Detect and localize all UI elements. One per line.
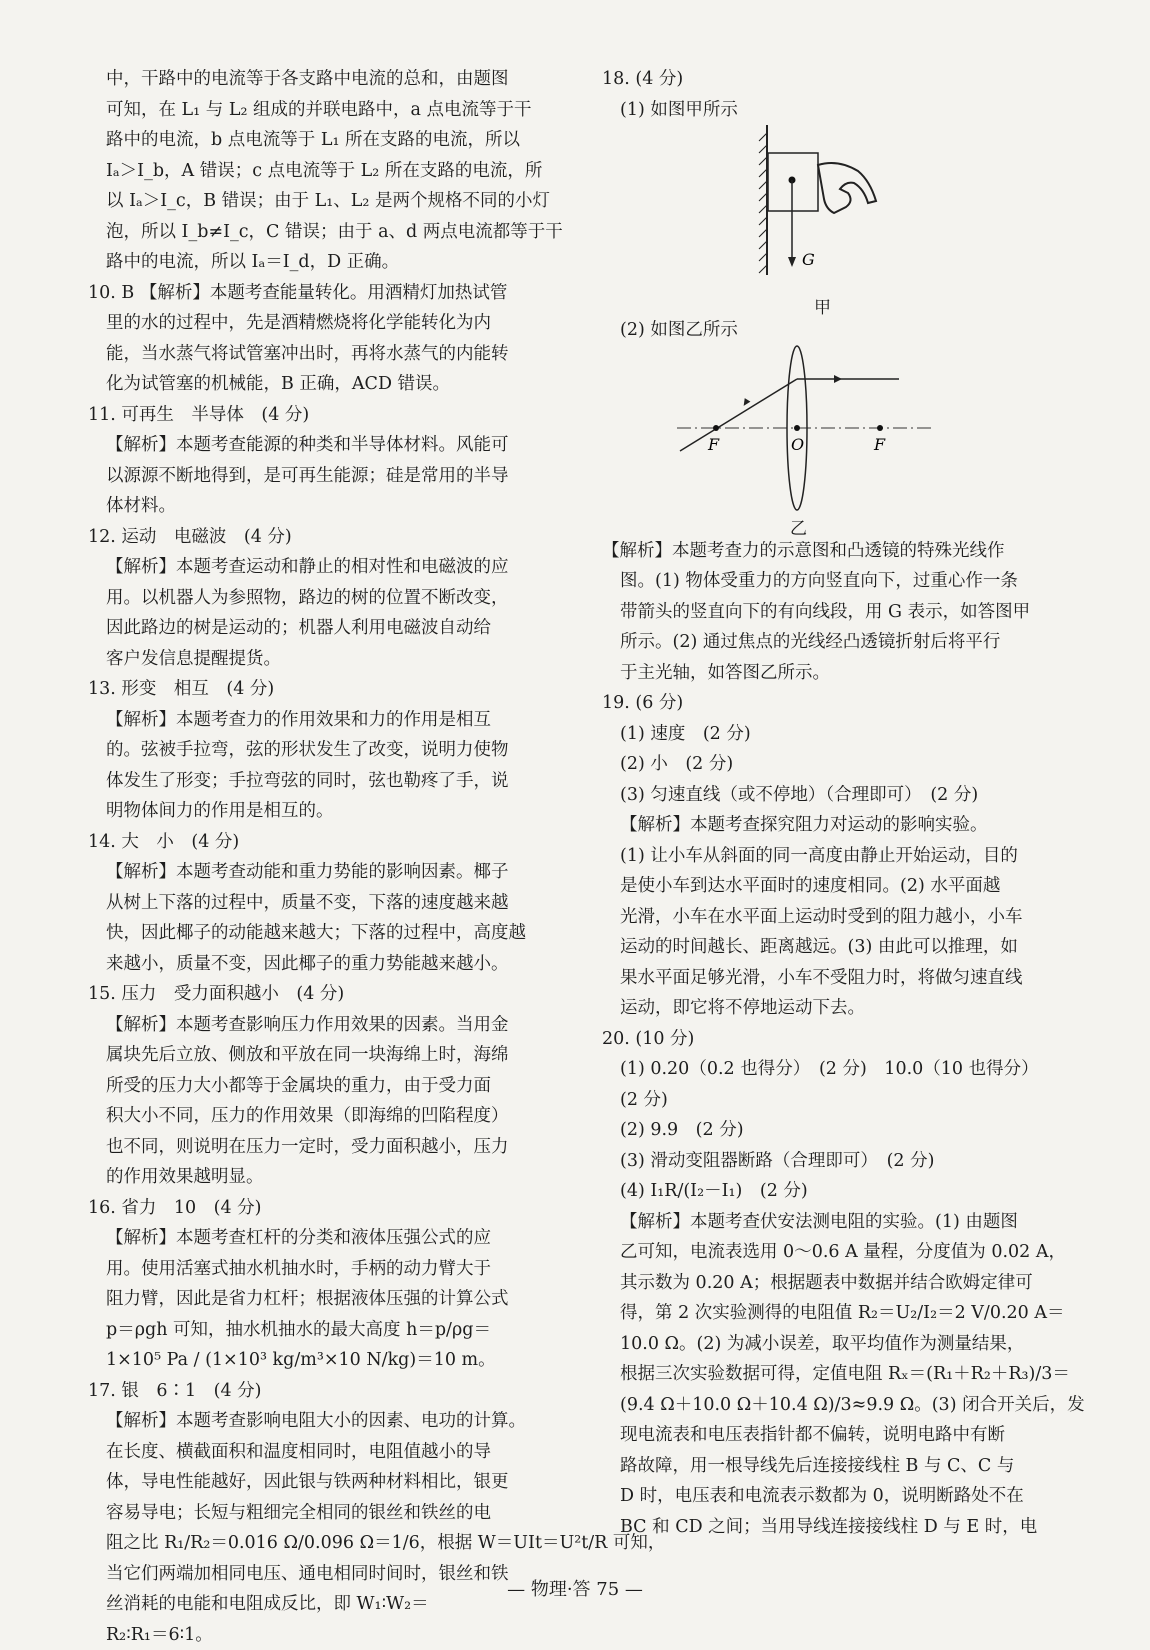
text-line: 果水平面足够光滑，小车不受阻力时，将做匀速直线 [602, 963, 1072, 994]
text-line: R₂∶R₁＝6∶1。 [88, 1620, 570, 1650]
text-line: 运动，即它将不停地运动下去。 [602, 993, 1072, 1024]
convex-lens-diagram [602, 346, 1072, 536]
text-line: 路中的电流，所以 Iₐ＝I_d，D 正确。 [88, 247, 570, 278]
text-line: 客户发信息提醒提货。 [88, 644, 570, 675]
text-line: 16. 省力 10 (4 分) [88, 1193, 570, 1224]
text-line: 在长度、横截面积和温度相同时，电阻值越小的导 [88, 1437, 570, 1468]
text-line: 体材料。 [88, 491, 570, 522]
text-line: 用。使用活塞式抽水机抽水时，手柄的动力臂大于 [88, 1254, 570, 1285]
optical-center-label: O [791, 435, 804, 454]
gravity-diagram [602, 125, 1072, 315]
text-line: 11. 可再生 半导体 (4 分) [88, 400, 570, 431]
text-line: 现电流表和电压表指针都不偏转，说明电路中有断 [602, 1420, 1072, 1451]
figure-caption-yi: 乙 [790, 514, 807, 545]
text-line: 可知，在 L₁ 与 L₂ 组成的并联电路中，a 点电流等于干 [88, 95, 570, 126]
focus-left-label: F [707, 435, 720, 454]
text-line: 所受的压力大小都等于金属块的重力，由于受力面 [88, 1071, 570, 1102]
text-line: 得，第 2 次实验测得的电阻值 R₂＝U₂/I₂＝2 V/0.20 A＝ [602, 1298, 1072, 1329]
text-line: (1) 让小车从斜面的同一高度由静止开始运动，目的 [602, 841, 1072, 872]
figure-yi [602, 346, 1072, 536]
text-line: 的。弦被手拉弯，弦的形状发生了改变，说明力使物 [88, 735, 570, 766]
text-line: 【解析】本题考查力的示意图和凸透镜的特殊光线作 [602, 536, 1072, 567]
text-line: 【解析】本题考查影响电阻大小的因素、电功的计算。 [88, 1406, 570, 1437]
text-line: 体发生了形变；手拉弯弦的同时，弦也勒疼了手，说 [88, 766, 570, 797]
left-column [88, 64, 570, 1650]
text-line: 19. (6 分) [602, 688, 1072, 719]
text-line: (1) 如图甲所示 [602, 95, 1072, 126]
text-line: 10.0 Ω。(2) 为减小误差，取平均值作为测量结果， [602, 1329, 1072, 1360]
text-line: 【解析】本题考查伏安法测电阻的实验。(1) 由题图 [602, 1207, 1072, 1238]
text-line: 化为试管塞的机械能，B 正确，ACD 错误。 [88, 369, 570, 400]
text-line: 【解析】本题考查运动和静止的相对性和电磁波的应 [88, 552, 570, 583]
text-line: 于主光轴，如答图乙所示。 [602, 658, 1072, 689]
text-line: (4) I₁R/(I₂－I₁) (2 分) [602, 1176, 1072, 1207]
text-line: 18. (4 分) [602, 64, 1072, 95]
text-line: 快，因此椰子的动能越来越大；下落的过程中，高度越 [88, 918, 570, 949]
text-line: 14. 大 小 (4 分) [88, 827, 570, 858]
text-line: 因此路边的树是运动的；机器人利用电磁波自动给 [88, 613, 570, 644]
text-line: 光滑，小车在水平面上运动时受到的阻力越小，小车 [602, 902, 1072, 933]
text-line: 【解析】本题考查杠杆的分类和液体压强公式的应 [88, 1223, 570, 1254]
text-line: 【解析】本题考查动能和重力势能的影响因素。椰子 [88, 857, 570, 888]
text-line: (1) 0.20（0.2 也得分） (2 分) 10.0（10 也得分） [602, 1054, 1072, 1085]
answer-18-header [602, 64, 1072, 125]
text-line: 路中的电流，b 点电流等于 L₁ 所在支路的电流，所以 [88, 125, 570, 156]
focus-right-label: F [873, 435, 886, 454]
text-line: (2 分) [602, 1085, 1072, 1116]
text-line: 以 Iₐ＞I_c，B 错误；由于 L₁、L₂ 是两个规格不同的小灯 [88, 186, 570, 217]
text-line: 【解析】本题考查能源的种类和半导体材料。风能可 [88, 430, 570, 461]
text-line: 根据三次实验数据可得，定值电阻 Rₓ＝(R₁＋R₂＋R₃)/3＝ [602, 1359, 1072, 1390]
text-line: 15. 压力 受力面积越小 (4 分) [88, 979, 570, 1010]
text-line: Iₐ＞I_b，A 错误；c 点电流等于 L₂ 所在支路的电流，所 [88, 156, 570, 187]
text-line: 17. 银 6∶1 (4 分) [88, 1376, 570, 1407]
text-line: 泡，所以 I_b≠I_c，C 错误；由于 a、d 两点电流都等于干 [88, 217, 570, 248]
text-line: 以源源不断地得到，是可再生能源；硅是常用的半导 [88, 461, 570, 492]
text-line: (2) 9.9 (2 分) [602, 1115, 1072, 1146]
answer-18-part2 [602, 315, 1072, 346]
text-line: 积大小不同，压力的作用效果（即海绵的凹陷程度） [88, 1101, 570, 1132]
text-line: 丝消耗的电能和电阻成反比，即 W₁∶W₂＝ [88, 1589, 570, 1620]
right-column [602, 64, 1072, 1542]
text-line: 运动的时间越长、距离越远。(3) 由此可以推理，如 [602, 932, 1072, 963]
text-line: 明物体间力的作用是相互的。 [88, 796, 570, 827]
text-line: 所示。(2) 通过焦点的光线经凸透镜折射后将平行 [602, 627, 1072, 658]
text-line: 【解析】本题考查力的作用效果和力的作用是相互 [88, 705, 570, 736]
text-line: (3) 匀速直线（或不停地）（合理即可） (2 分) [602, 780, 1072, 811]
text-line: 中，干路中的电流等于各支路中电流的总和，由题图 [88, 64, 570, 95]
text-line: BC 和 CD 之间；当用导线连接接线柱 D 与 E 时，电 [602, 1512, 1072, 1543]
text-line: 是使小车到达水平面时的速度相同。(2) 水平面越 [602, 871, 1072, 902]
text-line: 路故障，用一根导线先后连接接线柱 B 与 C、C 与 [602, 1451, 1072, 1482]
text-line: 13. 形变 相互 (4 分) [88, 674, 570, 705]
page-footer: — 物理·答 75 — [0, 1575, 1150, 1601]
text-line: 里的水的过程中，先是酒精燃烧将化学能转化为内 [88, 308, 570, 339]
text-line: 12. 运动 电磁波 (4 分) [88, 522, 570, 553]
answers-18-20 [602, 536, 1072, 1543]
text-line: 图。(1) 物体受重力的方向竖直向下，过重心作一条 [602, 566, 1072, 597]
text-line: 从树上下落的过程中，质量不变，下落的速度越来越 [88, 888, 570, 919]
text-line: 阻之比 R₁/R₂＝0.016 Ω/0.096 Ω＝1/6，根据 W＝UIt＝U²t/R 可知， [88, 1528, 570, 1559]
text-line: 带箭头的竖直向下的有向线段，用 G 表示，如答图甲 [602, 597, 1072, 628]
text-line: 体，导电性能越好，因此银与铁两种材料相比，银更 [88, 1467, 570, 1498]
text-line: 的作用效果越明显。 [88, 1162, 570, 1193]
text-line: 也不同，则说明在压力一定时，受力面积越小，压力 [88, 1132, 570, 1163]
text-line: (3) 滑动变阻器断路（合理即可） (2 分) [602, 1146, 1072, 1177]
gravity-label: G [802, 250, 815, 269]
text-line: 其示数为 0.20 A；根据题表中数据并结合欧姆定律可 [602, 1268, 1072, 1299]
text-line: (9.4 Ω＋10.0 Ω＋10.4 Ω)/3≈9.9 Ω。(3) 闭合开关后，发 [602, 1390, 1072, 1421]
text-line: (2) 如图乙所示 [602, 315, 1072, 346]
text-line: 乙可知，电流表选用 0～0.6 A 量程，分度值为 0.02 A， [602, 1237, 1072, 1268]
text-line: p＝ρgh 可知，抽水机抽水的最大高度 h＝p/ρg＝ [88, 1315, 570, 1346]
text-line: 20. (10 分) [602, 1024, 1072, 1055]
text-line: 阻力臂，因此是省力杠杆；根据液体压强的计算公式 [88, 1284, 570, 1315]
text-line: (1) 速度 (2 分) [602, 719, 1072, 750]
text-line: 能，当水蒸气将试管塞冲出时，再将水蒸气的内能转 [88, 339, 570, 370]
text-line: 10. B 【解析】本题考查能量转化。用酒精灯加热试管 [88, 278, 570, 309]
figure-caption-jia: 甲 [814, 293, 831, 324]
text-line: D 时，电压表和电流表示数都为 0，说明断路处不在 [602, 1481, 1072, 1512]
text-line: 来越小，质量不变，因此椰子的重力势能越来越小。 [88, 949, 570, 980]
text-line: (2) 小 (2 分) [602, 749, 1072, 780]
text-line: 【解析】本题考查探究阻力对运动的影响实验。 [602, 810, 1072, 841]
text-line: 容易导电；长短与粗细完全相同的银丝和铁丝的电 [88, 1498, 570, 1529]
figure-jia [602, 125, 1072, 315]
text-line: 当它们两端加相同电压、通电相同时间时，银丝和铁 [88, 1559, 570, 1590]
text-line: 【解析】本题考查影响压力作用效果的因素。当用金 [88, 1010, 570, 1041]
text-line: 1×10⁵ Pa / (1×10³ kg/m³×10 N/kg)＝10 m。 [88, 1345, 570, 1376]
text-line: 用。以机器人为参照物，路边的树的位置不断改变， [88, 583, 570, 614]
text-line: 属块先后立放、侧放和平放在同一块海绵上时，海绵 [88, 1040, 570, 1071]
